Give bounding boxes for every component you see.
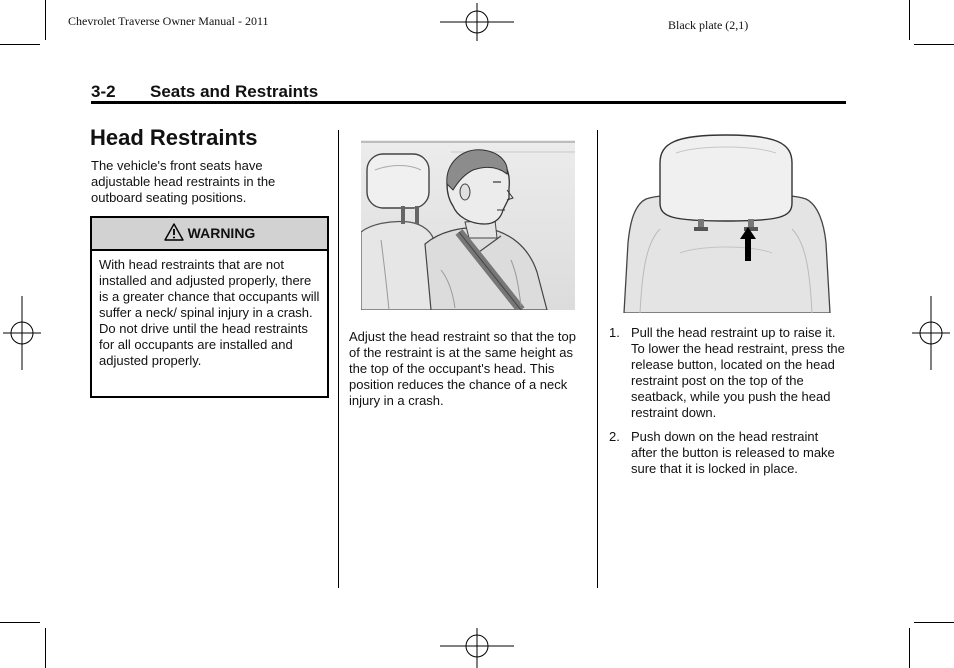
warning-header xyxy=(92,218,327,251)
intro-paragraph: The vehicle's front seats have adjustable head restraints in the outboard seating positions. xyxy=(91,158,276,205)
crop-mark xyxy=(914,622,954,623)
section-title: Seats and Restraints xyxy=(150,82,319,101)
registration-mark-icon xyxy=(440,3,514,41)
step-text: Pull the head restraint up to raise it. To lower the head restraint, press the release button, located on the head restraint post on the top of the seatback, while you push the head restraint down. xyxy=(631,325,845,420)
plate-label: Black plate (2,1) xyxy=(668,18,749,32)
crop-mark xyxy=(45,0,46,40)
list-item xyxy=(609,325,846,421)
step-text: Push down on the head restraint after the button is released to make sure that it is locked in place. xyxy=(631,429,835,476)
crop-mark xyxy=(0,622,40,623)
crop-mark xyxy=(909,0,910,40)
warning-triangle-icon xyxy=(164,223,184,241)
registration-mark-icon xyxy=(440,628,514,668)
registration-mark-icon xyxy=(3,296,41,370)
crop-mark xyxy=(45,628,46,668)
section-divider xyxy=(91,101,846,104)
step-number: 2. xyxy=(609,429,620,444)
warning-label: WARNING xyxy=(187,225,256,241)
registration-mark-icon xyxy=(912,296,950,370)
crop-mark xyxy=(909,628,910,668)
figure-caption: Adjust the head restraint so that the top of the restraint is at the same height as the top of the occupant's head. This position reduces the chance of a neck injury in a crash. xyxy=(349,329,576,408)
column-divider xyxy=(597,130,598,588)
warning-text: With head restraints that are not installed and adjusted properly, there is a greater chance that occupants will suffer a neck/ spinal injury in a crash. Do not drive until the head restraints for all occupants are installed and adjusted properly. xyxy=(99,257,320,368)
crop-mark xyxy=(0,44,40,45)
occupant-head-restraint-illustration xyxy=(361,140,575,310)
warning-box xyxy=(90,216,329,398)
list-item xyxy=(609,429,846,477)
page-title: Head Restraints xyxy=(90,125,258,150)
head-restraint-adjust-illustration xyxy=(620,133,832,313)
step-number: 1. xyxy=(609,325,620,340)
column-divider xyxy=(338,130,339,588)
instruction-steps xyxy=(609,325,846,485)
section-number: 3-2 xyxy=(91,82,116,101)
plate-title: Chevrolet Traverse Owner Manual - 2011 xyxy=(68,14,269,28)
crop-mark xyxy=(914,44,954,45)
